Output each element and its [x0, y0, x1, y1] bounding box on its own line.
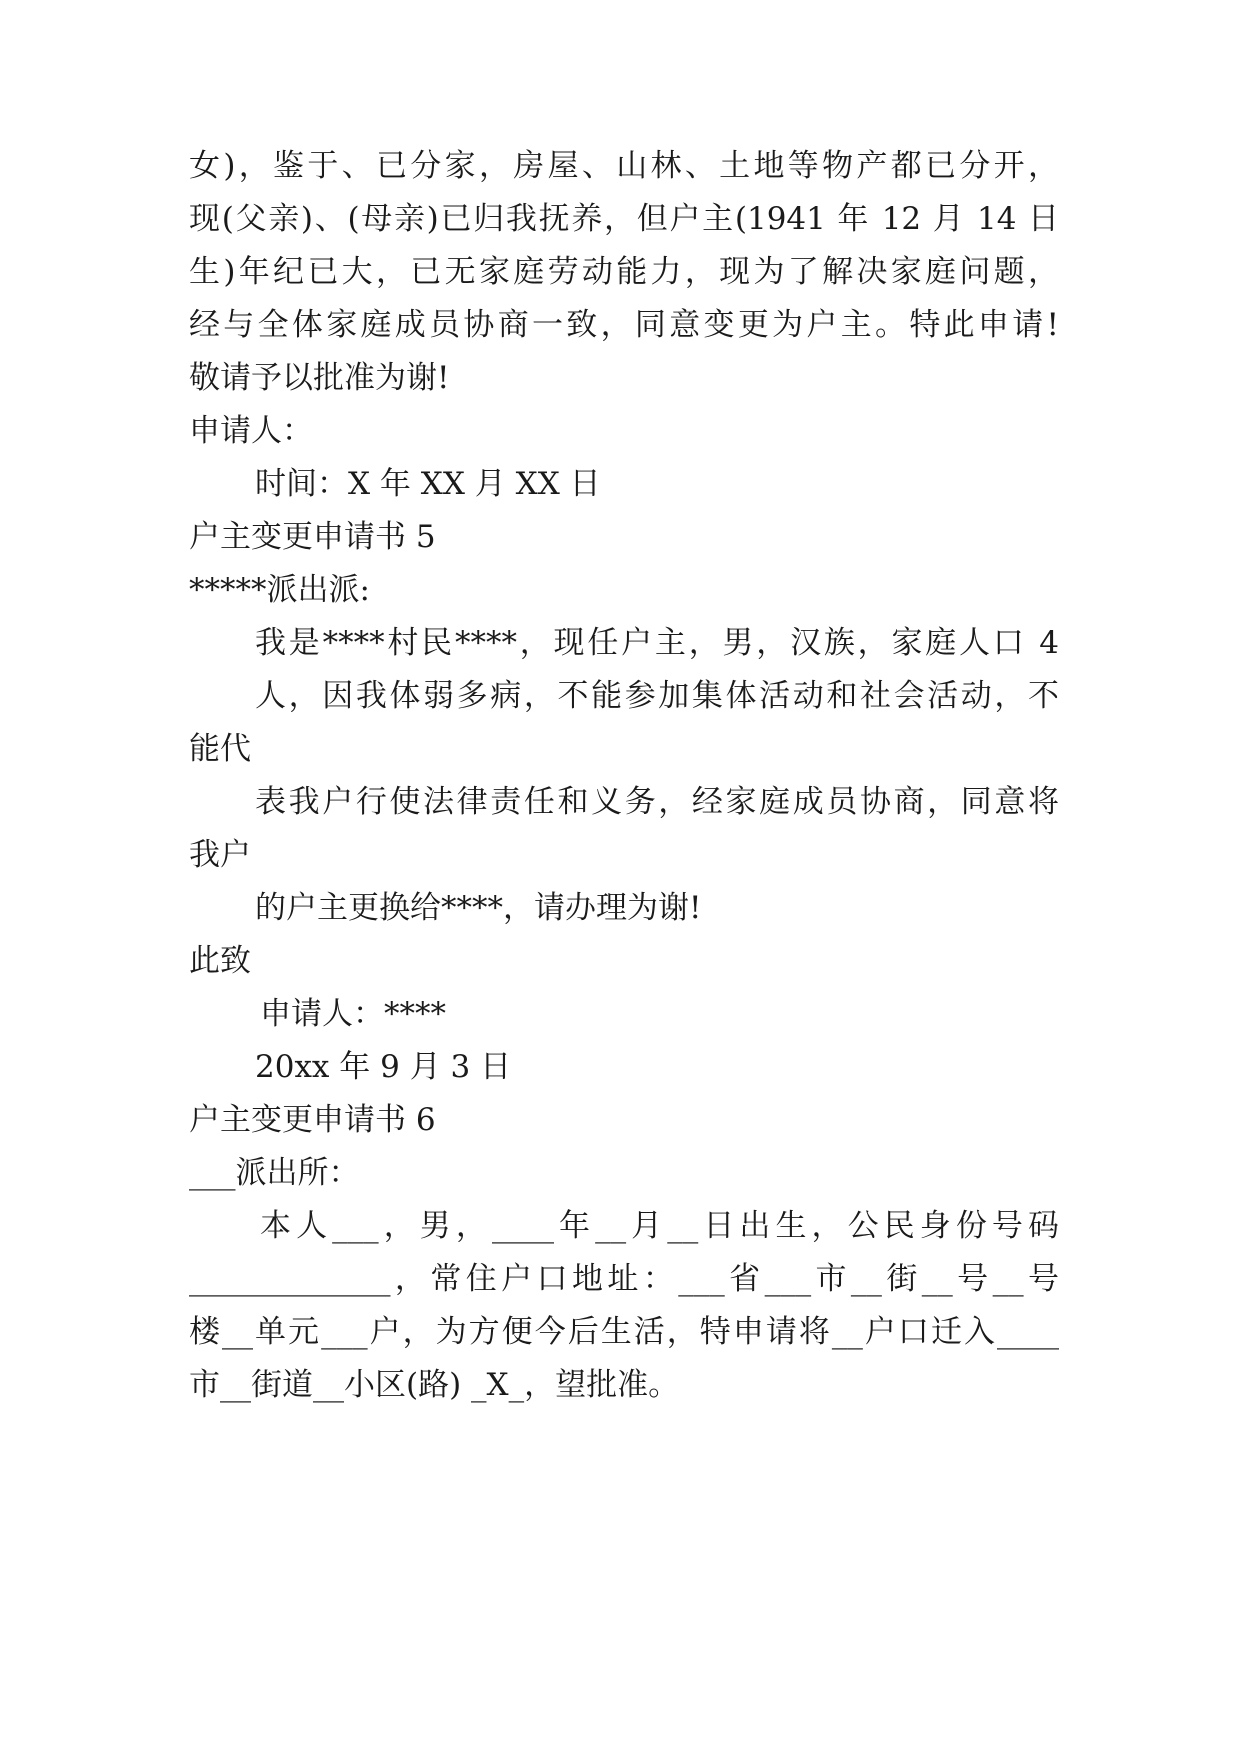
date-line: 时间：X 年 XX 月 XX 日 — [255, 466, 601, 502]
paragraph-line: 能代 — [189, 731, 251, 767]
addressee: *****派出派: — [189, 572, 370, 608]
paragraph-line: 本人___，男，____年__月__日出生，公民身份号码 — [260, 1208, 1059, 1244]
paragraph-line: 人，因我体弱多病，不能参加集体活动和社会活动，不 — [255, 678, 1059, 714]
section-title: 户主变更申请书 6 — [189, 1102, 436, 1138]
paragraph-line: 我户 — [189, 837, 251, 873]
date-line: 20xx 年 9 月 3 日 — [255, 1049, 512, 1085]
paragraph-line: 我是****村民****，现任户主，男，汉族，家庭人口 4 — [255, 625, 1059, 661]
paragraph-line: 现(父亲)、(母亲)已归我抚养，但户主(1941 年 12 月 14 日 — [189, 201, 1059, 237]
paragraph-line: 表我户行使法律责任和义务，经家庭成员协商，同意将 — [255, 784, 1059, 820]
paragraph-line: 敬请予以批准为谢! — [189, 360, 450, 396]
applicant-label: 申请人： — [189, 413, 313, 449]
closing-text: 此致 — [189, 943, 251, 979]
applicant-label: 申请人：**** — [260, 996, 446, 1032]
paragraph-line: 楼__单元___户，为方便今后生活，特申请将__户口迁入____ — [189, 1314, 1059, 1350]
section-title: 户主变更申请书 5 — [189, 519, 436, 555]
addressee: ___派出所： — [189, 1155, 360, 1191]
paragraph-line: 经与全体家庭成员协商一致，同意变更为户主。特此申请! — [189, 307, 1059, 343]
paragraph-line: 女)，鉴于、已分家，房屋、山林、土地等物产都已分开， — [189, 148, 1059, 184]
paragraph-line: _____________，常住户口地址：___省___市__街__号__号 — [189, 1261, 1059, 1297]
paragraph-line: 的户主更换给****，请办理为谢! — [255, 890, 702, 926]
paragraph-line: 市__街道__小区(路) _X_，望批准。 — [189, 1367, 680, 1403]
paragraph-line: 生)年纪已大，已无家庭劳动能力，现为了解决家庭问题， — [189, 254, 1059, 290]
